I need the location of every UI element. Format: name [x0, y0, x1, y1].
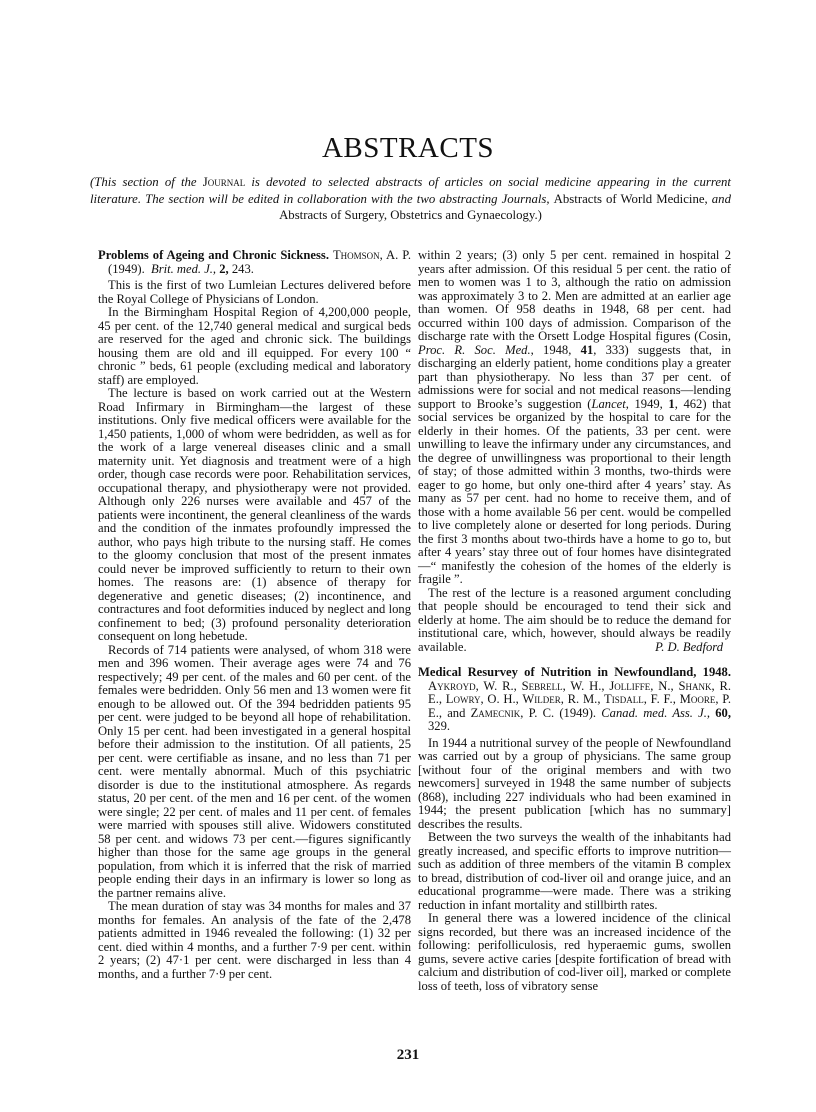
article-authors: Aykroyd, W. R., Sebrell, W. H., Jolliffe, N., Shank, R. E., Lowry, O. H., Wilder, R. M., Tisdall, F. F., Moore, P. E., [428, 678, 731, 720]
article-authors: Zamecnik, P. C. [470, 705, 555, 720]
intro-journal-name: Abstracts of Surgery, Obstetrics and Gynaecology.) [279, 208, 542, 222]
paragraph: In the Birmingham Hospital Region of 4,200,000 people, 45 per cent. of the 12,740 general medical and surgical beds are reserved for the aged and chronic sick. The buildings housing them are old and ill equipped. For every 100 “ chronic ” beds, 61 people (excluding medical and laboratory staff) are employed. [98, 305, 411, 387]
intro-text: is devoted to selected abstracts of articles on social medicine appearing in the current literature. The section will be edited in collaboration with the two abstracting Journals, [90, 175, 731, 206]
paragraph [418, 587, 731, 655]
paragraph: This is the first of two Lumleian Lectures delivered before the Royal College of Physicians of London. [98, 278, 411, 306]
article-journal: Canad. med. Ass. J., [601, 705, 711, 720]
article-page: 329. [428, 719, 451, 733]
article-volume: 2, [219, 261, 229, 276]
intro-journal-name: Abstracts of World Medicine, [553, 191, 708, 206]
article-volume: 60, [715, 705, 731, 720]
article-heading [98, 249, 411, 276]
article-journal: Brit. med. J., [151, 261, 217, 276]
paragraph: The mean duration of stay was 34 months for males and 37 months for females. An analysis of the fate of the 2,478 patients admitted in 1946 revealed the following: (1) 32 per cent. died within 4 months, and a further 7·9 per cent. within 2 years; (2) 47·1 per cent. were discharged in less than 4 months, and a further 7·9 per cent. [98, 899, 411, 981]
paragraph-continued [418, 249, 731, 587]
citation-volume: 1 [668, 396, 675, 411]
citation-volume: 41 [580, 342, 594, 357]
article-year: (1949). [554, 705, 597, 720]
paragraph: In 1944 a nutritional survey of the people of Newfoundland was carried out by a group of physicians. The same group [without four of the original members and with two newcomers] surveyed in 1948 the same number of subjects (868), including 227 individuals who had been examined in 1944; the present publication [which has no summary] describes the results. [418, 735, 731, 831]
right-column [418, 249, 731, 993]
citation-journal: Lancet [591, 396, 626, 411]
paragraph: Between the two surveys the wealth of the inhabitants had greatly increased, and specific efforts to improve nutrition—such as addition of three members of the vitamin B complex to bread, distribution of cod-liver oil and orange juice, and an educational programme—were made. There was a striking reduction in infant mortality and stillbirth rates. [418, 830, 731, 912]
intro-journal: Journal [202, 175, 246, 189]
article-title: Medical Resurvey of Nutrition in Newfoundland, 1948. [418, 665, 731, 679]
article-page: 243. [231, 261, 254, 276]
citation-journal: Proc. R. Soc. Med. [418, 342, 531, 357]
abstractor-signature: P. D. Bedford [655, 639, 723, 654]
text: , 462) that social services be organized by the hospital to care for the elderly in their homes. Of the patients, 33 per cent. were unwilling to leave the infirmary under any circumstances, and the degree of unwillingness was proportional to their length of stay; of those admitted within 3 months, two-thirds were eager to go home, but only one-third after 4 years’ stay. As many as 57 per cent. had no home to receive them, and of those with a home available 56 per cent. would be compelled to live completely alone or deserted for long periods. During the first 3 months about two-thirds have a home to go to, but after 4 years’ stay three out of four homes have disintegrated—“ manifestly the cohesion of the homes of the elderly is fragile ”. [418, 396, 731, 586]
article-author: Thomson, A. P. (1949). [108, 248, 411, 276]
paragraph: In general there was a lowered incidence of the clinical signs recorded, but there was an increased incidence of the following: perifolliculosis, red hyperaemic gums, swollen gums, severe active caries [despite fortification of bread with calcium and distribution of cod-liver oil], marked or complete loss of teeth, loss of vibratory sense [418, 911, 731, 993]
section-intro [90, 174, 731, 224]
left-column [98, 249, 411, 981]
text: , 1948, [530, 342, 581, 357]
text: The rest of the lecture is a reasoned argument concluding that people should be encouraged to tend their sick and elderly at home. The aim should be to reduce the demand for institutional care, which, however, should always be readily available. [418, 585, 731, 654]
intro-text: and [707, 191, 731, 206]
text: and [442, 705, 471, 720]
article-heading [418, 666, 731, 734]
article-title: Problems of Ageing and Chronic Sickness. [98, 248, 329, 262]
text: within 2 years; (3) only 5 per cent. remained in hospital 2 years after admission. Of this residual 5 per cent. the ratio of men to women was 1 to 3, although the ratio on admission was approximately 3 to 2. Men are admitted at an earlier age than women. Of 958 deaths in 1948, 68 per cent. had occurred within 100 days of admission. Comparison of the discharge rate with the Orsett Lodge Hospital figures (Cosin, [418, 248, 731, 343]
text: , 333) suggests that, in discharging an elderly patient, home conditions play a greater part than physiotherapy. No less than 37 per cent. of admissions were for social and not medical reasons—lending support to Brooke’s suggestion ( [418, 342, 732, 411]
paragraph: Records of 714 patients were analysed, of whom 318 were men and 396 women. Their average ages were 74 and 76 respectively; 49 per cent. of the males and 60 per cent. of the females were bedridden. Only 56 men and 13 women were fit enough to be allowed out. Of the 394 bedridden patients 95 per cent. were judged to be beyond all hope of rehabilitation. Only 15 per cent. had been investigated in a general hospital before their admission to the institution. Of all patients, 25 per cent. were certifiable as insane, and no less than 71 per cent. were mentally abnormal. Much of this psychiatric disorder is due to the institutional atmosphere. As regards status, 20 per cent. of the men and 16 per cent. of the women were single; 22 per cent. of males and 11 per cent. of females were married with spouses still alive. Widowers constituted 58 per cent. and widows 73 per cent.—figures significantly higher than those for the same age groups in the general population, from which it is inferred that the risk of married people ending their days in an infirmary is lower so long as the partner remains alive. [98, 642, 411, 900]
paragraph: The lecture is based on work carried out at the Western Road Infirmary in Birmingham—the largest of these institutions. Only five medical officers were available for the 1,450 patients, 1,000 of whom were bedridden, as well as for the work of a large venereal diseases clinic and a small maternity unit. Yet diagnosis and treatment were of a high order, though case records were poor. Rehabilitation services, occupational therapy, and physiotherapy were not provided. Although only 226 nurses were available and 457 of the patients were incontinent, the general cleanliness of the wards and the condition of the inmates profoundly impressed the author, who pays high tribute to the nursing staff. He comes to the gloomy conclusion that most of the present inmates could never be improved sufficiently to return to their own homes. The reasons are: (1) absence of therapy for degenerative and genetic diseases; (2) incontinence, and contractures and foot deformities induced by neglect and long confinement to bed; (3) profound personality deterioration consequent on long hebetude. [98, 386, 411, 643]
intro-text: (This section of the [90, 175, 203, 189]
section-title: ABSTRACTS [321, 132, 495, 164]
page-number: 231 [396, 1047, 420, 1063]
text: , 1949, [625, 396, 669, 411]
